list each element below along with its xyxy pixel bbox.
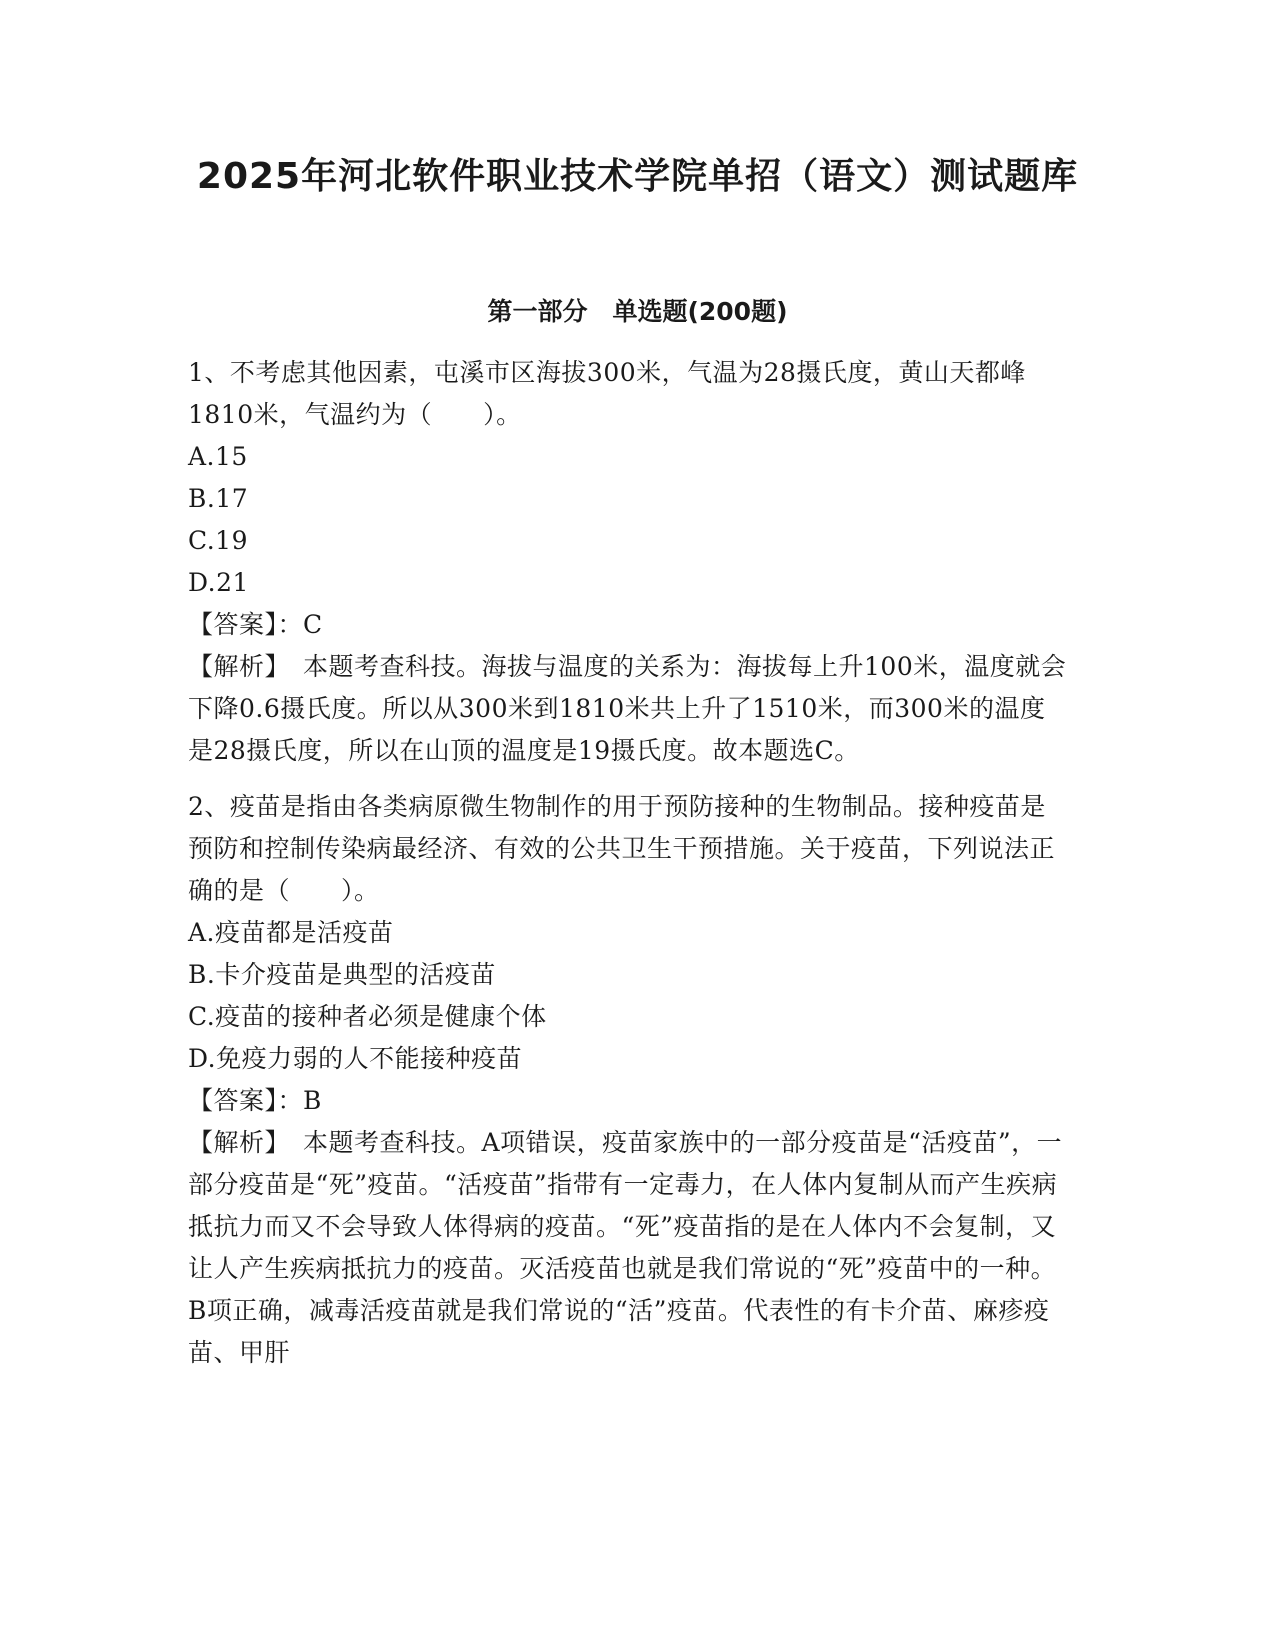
option-b: B.17	[188, 484, 249, 513]
analysis-line	[188, 646, 1068, 772]
answer-label: 【答案】：	[188, 1086, 304, 1115]
option-b: B.卡介疫苗是典型的活疫苗	[188, 960, 496, 989]
question-item	[188, 352, 1068, 772]
answer-label: 【答案】：	[188, 610, 304, 639]
question-stem: 1、不考虑其他因素，屯溪市区海拔300米，气温为28摄氏度，黄山天都峰1810米，气温约为（ ）。	[188, 358, 1026, 429]
answer-value: C	[303, 610, 323, 639]
answer-line	[188, 1080, 1068, 1122]
answer-value: B	[303, 1086, 322, 1115]
question-item	[188, 786, 1068, 1374]
analysis-line	[188, 1122, 1068, 1374]
document-title: 2025年河北软件职业技术学院单招（语文）测试题库	[196, 156, 1079, 197]
analysis-text: 本题考查科技。A项错误，疫苗家族中的一部分疫苗是“活疫苗”，一部分疫苗是“死”疫苗。“活疫苗”指带有一定毒力，在人体内复制从而产生疾病抵抗力而又不会导致人体得病的疫苗。“死”疫苗指的是在人体内不会复制，又让人产生疾病抵抗力的疫苗。灭活疫苗也就是我们常说的“死”疫苗中的一种。B项正确，减毒活疫苗就是我们常说的“活”疫苗。代表性的有卡介苗、麻疹疫苗、甲肝	[188, 1128, 1063, 1367]
question-stem: 2、疫苗是指由各类病原微生物制作的用于预防接种的生物制品。接种疫苗是预防和控制传染病最经济、有效的公共卫生干预措施。关于疫苗，下列说法正确的是（ ）。	[188, 792, 1056, 905]
question-list	[188, 352, 1068, 1374]
analysis-label: 【解析】	[188, 652, 304, 681]
analysis-label: 【解析】	[188, 1128, 304, 1157]
option-c: C.19	[188, 526, 248, 555]
option-d: D.21	[188, 568, 249, 597]
option-d: D.免疫力弱的人不能接种疫苗	[188, 1044, 523, 1073]
option-a: A.疫苗都是活疫苗	[188, 918, 394, 947]
analysis-text: 本题考查科技。海拔与温度的关系为：海拔每上升100米，温度就会下降0.6摄氏度。所以从300米到1810米共上升了1510米，而300米的温度是28摄氏度，所以在山顶的温度是19摄氏度。故本题选C。	[188, 652, 1067, 765]
section-title: 第一部分 单选题(200题)	[487, 297, 788, 326]
answer-line	[188, 604, 1068, 646]
option-a: A.15	[188, 442, 248, 471]
option-c: C.疫苗的接种者必须是健康个体	[188, 1002, 547, 1031]
